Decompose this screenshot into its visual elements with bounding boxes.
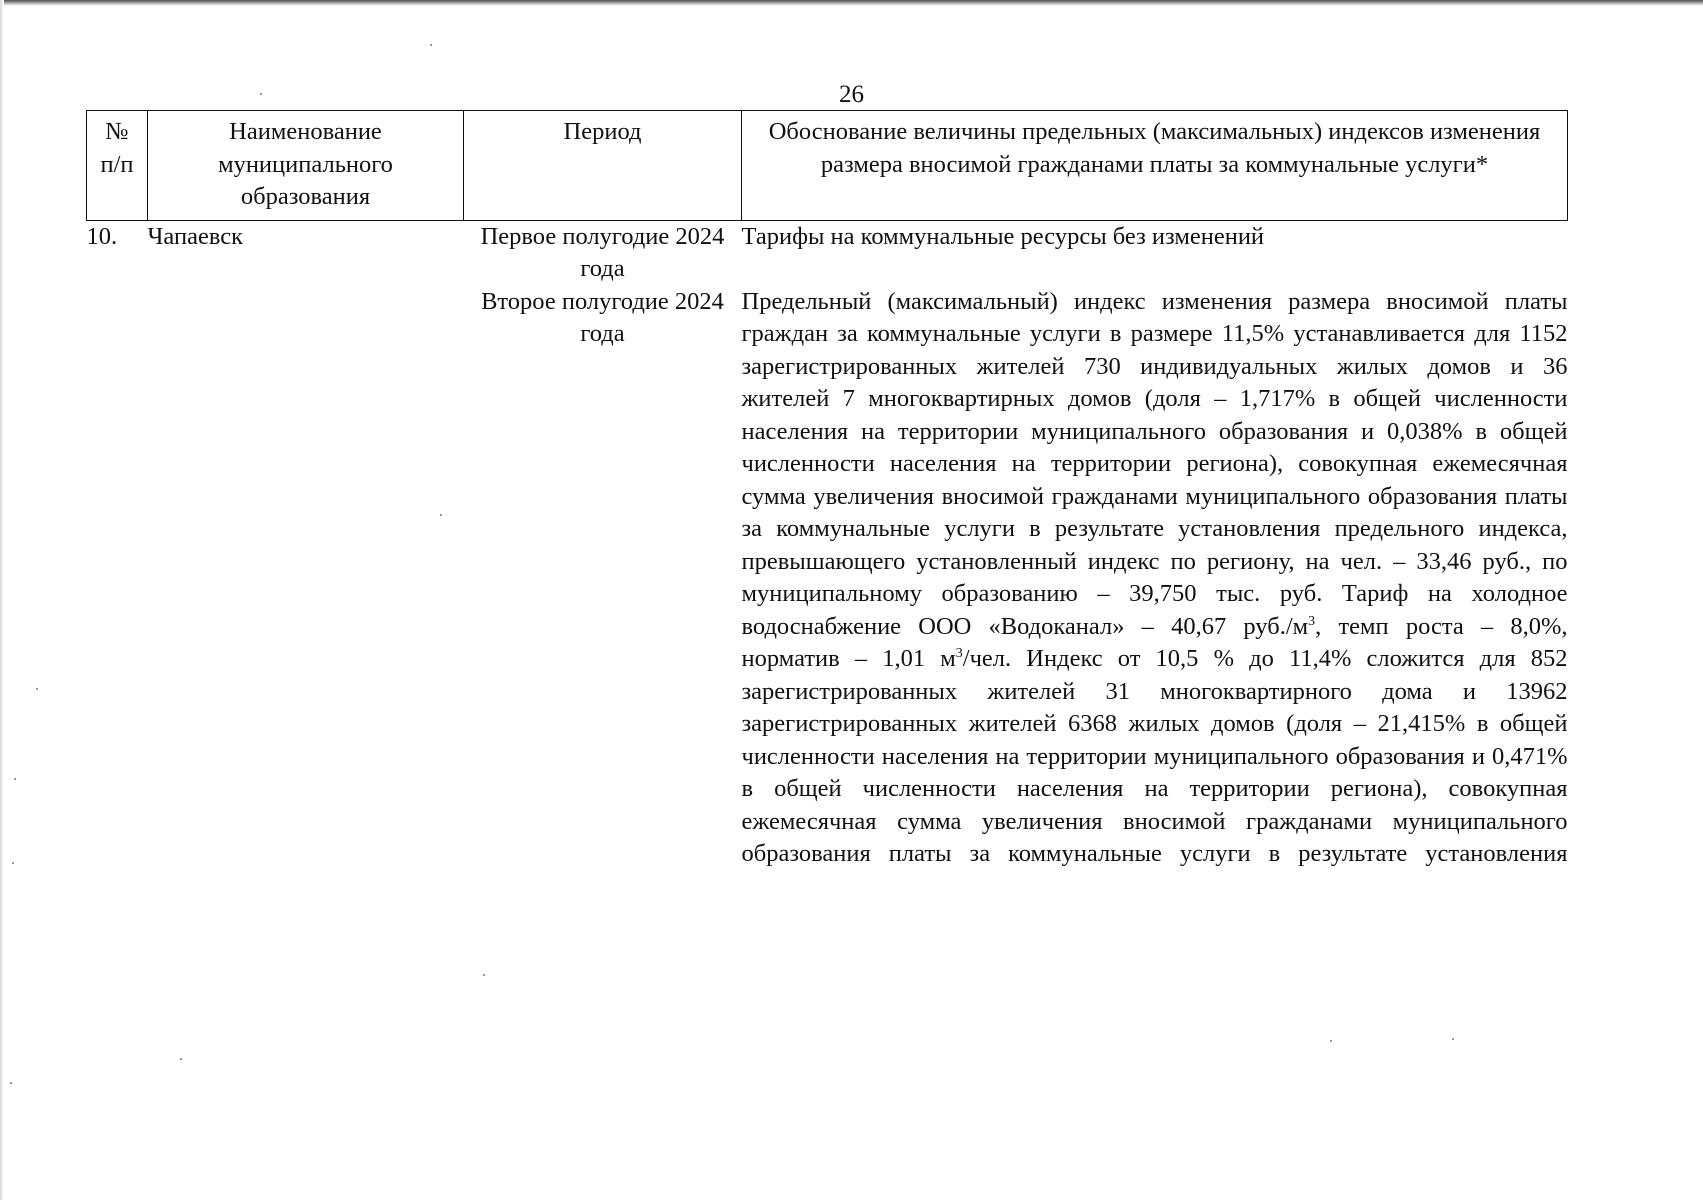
scan-speck xyxy=(10,1082,12,1084)
scan-speck xyxy=(1452,1038,1454,1040)
justification-first-half: Тарифы на коммунальные ресурсы без изменений xyxy=(741,222,1265,250)
scan-speck xyxy=(180,1058,182,1060)
header-municipality: Наименование муниципального образования xyxy=(148,111,464,221)
row-number: 10. xyxy=(86,222,118,250)
scan-speck xyxy=(14,778,16,780)
header-period: Период xyxy=(464,111,742,221)
table-header-row xyxy=(87,111,1568,221)
cubic-superscript: 3 xyxy=(955,646,963,661)
justification-text-part: /чел. Индекс от 10,5 % до 11,4% сложится для 852 зарегистрированных жителей 31 многоквартирного дома и 13962 зарегистрированных жителей 6368 жилых домов (доля – 21,415% в общей численности населения на территории муниципального образования и 0,471% в общей численности населения на территории региона), совокупная ежемесячная сумма увеличения вносимой гражданами муниципального образования платы за коммунальные услуги в результате установления xyxy=(741,645,1568,867)
period-second-half: Второе полугодие 2024 года xyxy=(481,287,724,347)
row-justification xyxy=(742,220,1568,871)
municipal-index-table xyxy=(86,110,1568,871)
page-number: 26 xyxy=(839,81,864,108)
scan-top-edge xyxy=(0,0,1703,6)
scan-speck xyxy=(36,688,38,690)
justification-text-part: Предельный (максимальный) индекс изменения размера вносимой платы граждан за коммунальные услуги в размере 11,5% устанавливается для 1152 зарегистрированных жителей 730 индивидуальных жилых домов и 36 жителей 7 многоквартирных домов (доля – 1,717% в общей численности населения на территории муниципального образования и 0,038% в общей численности населения на территории региона), совокупная ежемесячная сумма увеличения вносимой гражданами муниципального образования платы за коммунальные услуги в результате установления предельного индекса, превышающего установленный индекс по региону, на чел. – 33,46 руб., по муниципальному образованию – 39,750 тыс. руб. Тариф на холодное водоснабжение ООО «Водоканал» – 40,67 руб./м xyxy=(741,287,1568,640)
cubic-superscript: 3 xyxy=(1308,613,1316,629)
scan-speck xyxy=(1330,1040,1332,1042)
scan-speck xyxy=(12,862,14,864)
row-periods xyxy=(464,220,742,871)
period-first-half: Первое полугодие 2024 года xyxy=(480,222,725,282)
justification-second-half xyxy=(742,286,1568,871)
scan-speck xyxy=(483,974,485,976)
table-row xyxy=(87,220,1568,871)
header-justification: Обоснование величины предельных (максимальных) индексов изменения размера вносимой гражданами платы за коммунальные услуги* xyxy=(742,111,1568,221)
scan-speck xyxy=(430,44,432,46)
justification-text-part: , темп роста – 8,0%, норматив – 1,01 м xyxy=(741,612,1568,672)
header-number: № п/п xyxy=(87,111,148,221)
row-municipality: Чапаевск xyxy=(147,222,244,250)
scan-left-edge xyxy=(0,0,4,1200)
